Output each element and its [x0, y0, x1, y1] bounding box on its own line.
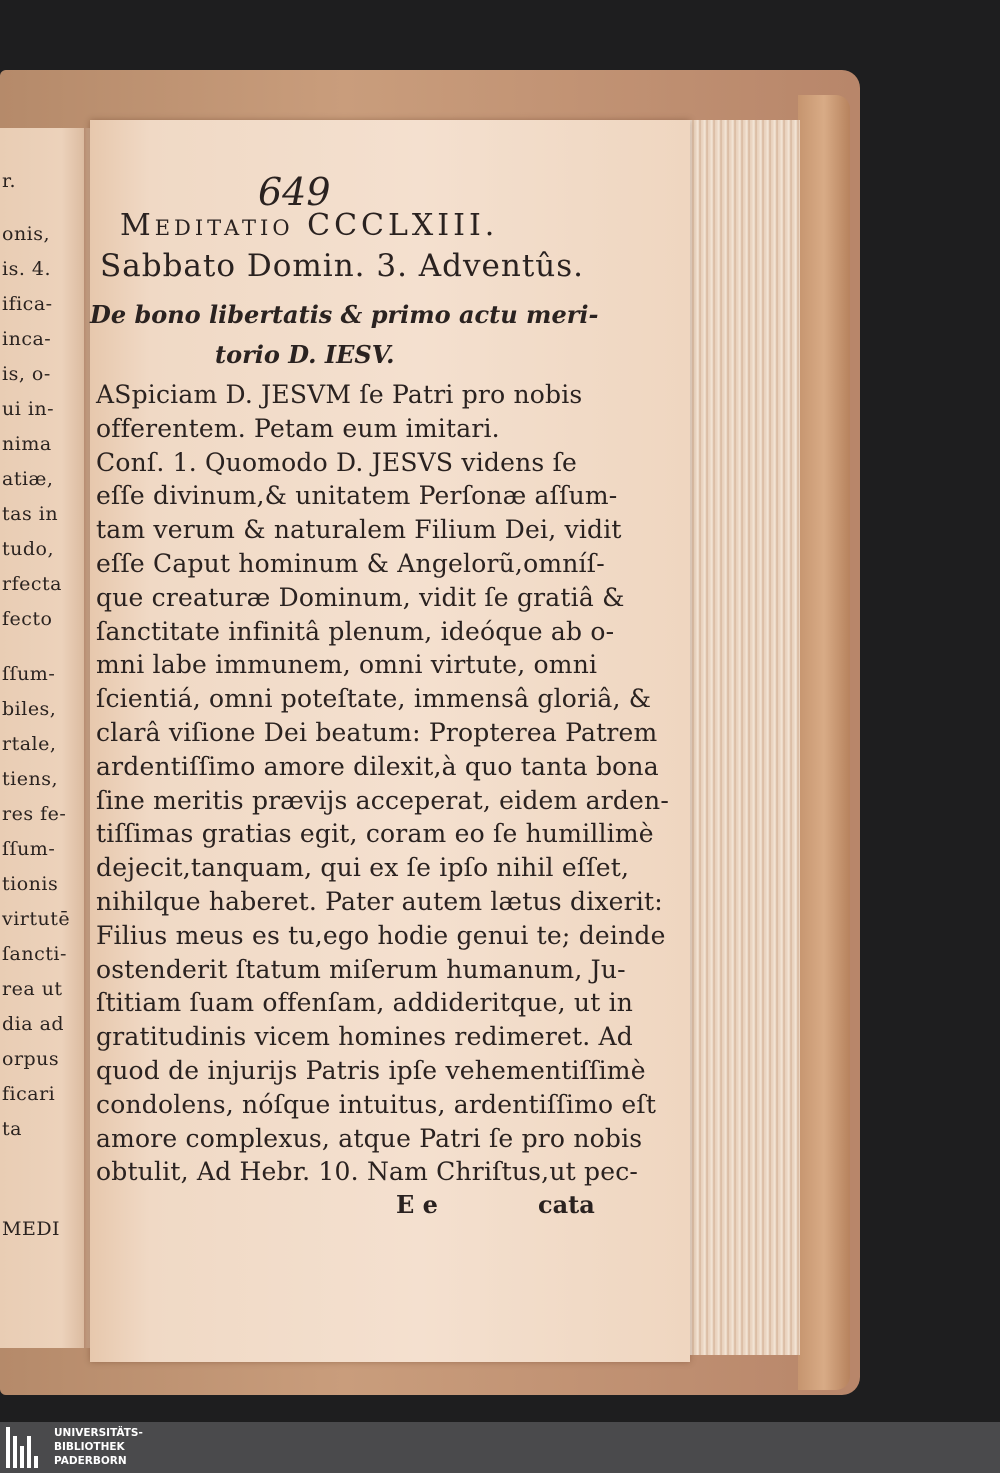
meditation-heading: Meditatio CCCLXIII.	[120, 208, 499, 243]
left-page-text-fragment: ui in-	[2, 398, 55, 420]
text-line: tam verum & naturalem Filium Dei, vidit	[96, 515, 622, 545]
left-page-text-fragment: rea ut	[2, 978, 63, 1000]
left-page-text-fragment: atiæ,	[2, 468, 54, 490]
left-page-text-fragment: fecto	[2, 608, 53, 630]
left-page-text-fragment: ficari	[2, 1083, 56, 1105]
text-line: clarâ viſione Dei beatum: Propterea Patrem	[96, 718, 658, 747]
text-line: eſſe divinum,& unitatem Perſonæ aſſum-	[96, 481, 618, 511]
left-page-text-fragment: ſancti-	[2, 943, 67, 965]
left-page-text-fragment: orpus	[2, 1048, 60, 1070]
right-page	[90, 120, 690, 1362]
text-line: ASpiciam D. JESVM ſe Patri pro nobis	[96, 380, 583, 409]
left-page-text-fragment: tionis	[2, 873, 59, 895]
library-name-line: UNIVERSITÄTS-	[54, 1427, 143, 1439]
text-line: nihilque haberet. Pater autem lætus dixerit:	[96, 887, 663, 916]
text-line: quod de injurijs Patris ipſe vehementiſſimè	[96, 1056, 646, 1085]
text-line: que creaturæ Dominum, vidit ſe gratiâ &	[96, 582, 625, 612]
left-page-text-fragment: MEDI	[2, 1218, 61, 1240]
signature-mark: E e	[396, 1190, 438, 1219]
text-line: ardentiſſimo amore dilexit,à quo tanta bona	[96, 751, 659, 781]
left-page-text-fragment: rtale,	[2, 733, 57, 755]
left-page-text-fragment: inca-	[2, 328, 52, 350]
library-name	[54, 1426, 143, 1468]
text-line: ſanctitate infinitâ plenum, ideóque ab o-	[96, 616, 615, 646]
text-line: eſſe Caput hominum & Angelorũ,omníſ-	[96, 549, 605, 578]
text-line: ostenderit ſtatum miſerum humanum, Ju-	[96, 954, 626, 984]
left-page-text-fragment: ſſum-	[2, 663, 56, 685]
text-line: ſine meritis prævijs acceperat, eidem arden-	[96, 785, 669, 815]
left-page-text-fragment: is. 4.	[2, 258, 52, 280]
subtitle-line-1: De bono libertatis & primo actu meri-	[90, 300, 599, 329]
catchword: cata	[538, 1190, 595, 1219]
text-line: condolens, nóſque intuitus, ardentiſſimo eſt	[96, 1089, 657, 1119]
left-page-text-fragment: onis,	[2, 223, 51, 245]
text-line: ſtitiam ſuam offenſam, addideritque, ut in	[96, 988, 634, 1018]
subtitle-line-2: torio D. IESV.	[215, 340, 395, 369]
text-line: offerentem. Petam eum imitari.	[96, 413, 500, 443]
text-line: ſcientiá, omni poteſtate, immensâ gloriâ, &	[96, 684, 652, 714]
book-cover-edge	[798, 95, 850, 1390]
left-page-text-fragment: ſſum-	[2, 838, 56, 860]
left-page-text-fragment: tas in	[2, 503, 59, 525]
library-name-line: BIBLIOTHEK	[54, 1441, 125, 1453]
left-page-text-fragment: rfecta	[2, 573, 62, 595]
page-edges	[688, 120, 800, 1355]
library-name-line: PADERBORN	[54, 1455, 127, 1467]
page-number: 649	[258, 170, 331, 214]
text-line: tiſſimas gratias egit, coram eo ſe humillimè	[96, 819, 654, 849]
text-line: amore complexus, atque Patri ſe pro nobis	[96, 1123, 643, 1153]
left-page-text-fragment: ifica-	[2, 293, 53, 315]
left-page-text-fragment: res fe-	[2, 803, 67, 825]
left-page-text-fragment: tiens,	[2, 768, 58, 790]
library-logo-icon	[6, 1427, 46, 1468]
text-line: obtulit, Ad Hebr. 10. Nam Chriſtus,ut pec-	[96, 1157, 639, 1187]
left-page-text-fragment: nima	[2, 433, 52, 455]
left-page-text-fragment: virtutē	[2, 908, 71, 930]
left-page-text-fragment: tudo,	[2, 538, 55, 560]
left-page-text-fragment: is, o-	[2, 363, 51, 385]
text-line: mni labe immunem, omni virtute, omni	[96, 650, 598, 680]
left-page-text-fragment: biles,	[2, 698, 57, 720]
text-line: Filius meus es tu,ego hodie genui te; deinde	[96, 920, 666, 950]
text-line: gratitudinis vicem homines redimeret. Ad	[96, 1022, 634, 1052]
left-page-text-fragment: ta	[2, 1118, 22, 1140]
library-footer	[0, 1422, 1000, 1473]
text-line: Conſ. 1. Quomodo D. JESVS videns ſe	[96, 447, 578, 477]
left-page-text-fragment: r.	[2, 170, 17, 192]
text-line: dejecit,tanquam, qui ex ſe ipſo nihil eſſet,	[96, 853, 630, 883]
day-heading: Sabbato Domin. 3. Adventûs.	[100, 248, 585, 284]
left-page-text-fragment: dia ad	[2, 1013, 65, 1035]
left-page	[0, 128, 88, 1348]
